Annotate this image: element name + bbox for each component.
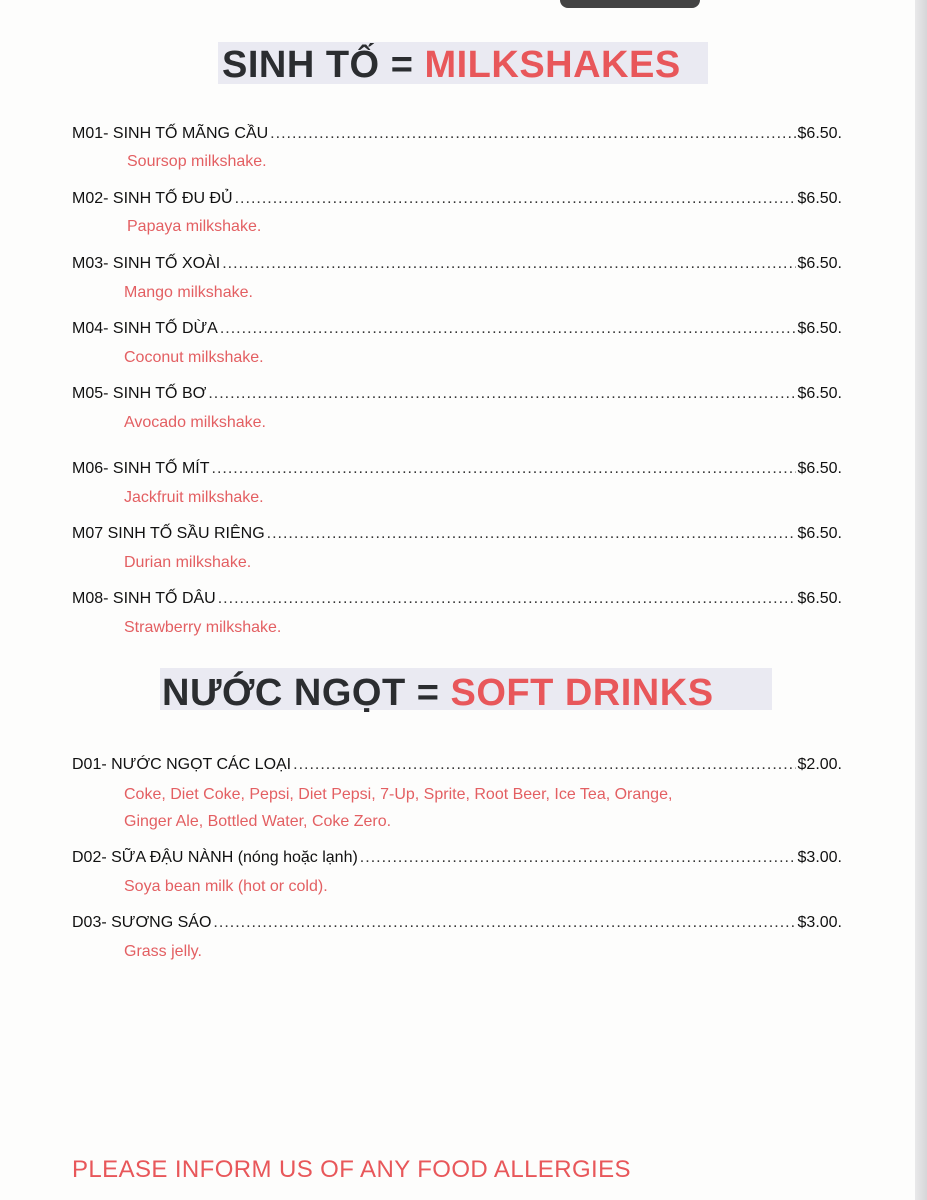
- item-price: $6.50.: [797, 255, 842, 272]
- dot-leader: [218, 590, 796, 608]
- item-name: M07 SINH TỐ SẦU RIÊNG: [72, 525, 265, 542]
- allergy-notice: PLEASE INFORM US OF ANY FOOD ALLERGIES: [72, 1156, 631, 1183]
- item-description-d02: Soya bean milk (hot or cold).: [124, 878, 328, 895]
- item-price: $6.50.: [797, 525, 842, 542]
- milkshakes-heading-equals: =: [390, 44, 414, 86]
- item-description-m07: Durian milkshake.: [124, 554, 252, 571]
- item-description-d01: Coke, Diet Coke, Pepsi, Diet Pepsi, 7-Up, Sprite, Root Beer, Ice Tea, Orange,: [124, 786, 673, 803]
- menu-item-m02: [72, 190, 842, 212]
- dot-leader: [270, 125, 795, 143]
- item-name: D02- SỮA ĐẬU NÀNH (nóng hoặc lạnh): [72, 849, 358, 866]
- scan-mark: [560, 0, 700, 8]
- menu-item-m08: [72, 590, 842, 612]
- milkshakes-heading-en: MILKSHAKES: [424, 44, 681, 86]
- menu-item-d01: [72, 756, 842, 778]
- item-price: $3.00.: [797, 849, 842, 866]
- menu-item-m03: [72, 255, 842, 277]
- menu-item-d02: [72, 849, 842, 871]
- dot-leader: [213, 914, 795, 932]
- item-name: M04- SINH TỐ DỪA: [72, 320, 218, 337]
- item-price: $6.50.: [797, 125, 842, 142]
- menu-item-m05: [72, 385, 842, 407]
- item-description-d03: Grass jelly.: [124, 943, 202, 960]
- soft-drinks-heading-equals: =: [416, 672, 440, 714]
- milkshakes-heading-vn: SINH TỐ: [222, 44, 380, 86]
- item-name: D03- SƯƠNG SÁO: [72, 914, 212, 931]
- menu-item-m07: [72, 525, 842, 547]
- item-name: M03- SINH TỐ XOÀI: [72, 255, 221, 272]
- item-price: $6.50.: [797, 190, 842, 207]
- page-edge-shadow: [915, 0, 927, 1200]
- item-name: M06- SINH TỐ MÍT: [72, 460, 210, 477]
- item-name: M08- SINH TỐ DÂU: [72, 590, 216, 607]
- dot-leader: [360, 849, 796, 867]
- menu-item-m06: [72, 460, 842, 482]
- dot-leader: [293, 756, 795, 774]
- item-price: $6.50.: [797, 385, 842, 402]
- item-price: $6.50.: [797, 460, 842, 477]
- soft-drinks-heading-vn: NƯỚC NGỌT: [162, 672, 406, 714]
- dot-leader: [235, 190, 796, 208]
- item-description-m01: Soursop milkshake.: [127, 153, 267, 170]
- dot-leader: [220, 320, 796, 338]
- item-description-m02: Papaya milkshake.: [127, 218, 262, 235]
- item-price: $3.00.: [797, 914, 842, 931]
- soft-drinks-heading-en: SOFT DRINKS: [450, 672, 714, 714]
- milkshakes-heading: [222, 44, 681, 87]
- item-description-m06: Jackfruit milkshake.: [124, 489, 264, 506]
- item-name: D01- NƯỚC NGỌT CÁC LOẠI: [72, 756, 292, 773]
- item-price: $6.50.: [797, 590, 842, 607]
- dot-leader: [208, 385, 795, 403]
- menu-item-d03: [72, 914, 842, 936]
- item-description-m04: Coconut milkshake.: [124, 349, 264, 366]
- item-name: M01- SINH TỐ MÃNG CẦU: [72, 125, 269, 142]
- menu-item-m04: [72, 320, 842, 342]
- item-description-m03: Mango milkshake.: [124, 284, 253, 301]
- item-description-m05: Avocado milkshake.: [124, 414, 266, 431]
- menu-item-m01: [72, 125, 842, 147]
- soft-drinks-heading: [162, 672, 714, 715]
- item-price: $6.50.: [797, 320, 842, 337]
- item-description-m08: Strawberry milkshake.: [124, 619, 282, 636]
- item-price: $2.00.: [797, 756, 842, 773]
- item-name: M02- SINH TỐ ĐU ĐỦ: [72, 190, 233, 207]
- dot-leader: [267, 525, 796, 543]
- item-description-d01-line2: Ginger Ale, Bottled Water, Coke Zero.: [124, 813, 392, 830]
- dot-leader: [222, 255, 795, 273]
- dot-leader: [212, 460, 796, 478]
- item-name: M05- SINH TỐ BƠ: [72, 385, 207, 402]
